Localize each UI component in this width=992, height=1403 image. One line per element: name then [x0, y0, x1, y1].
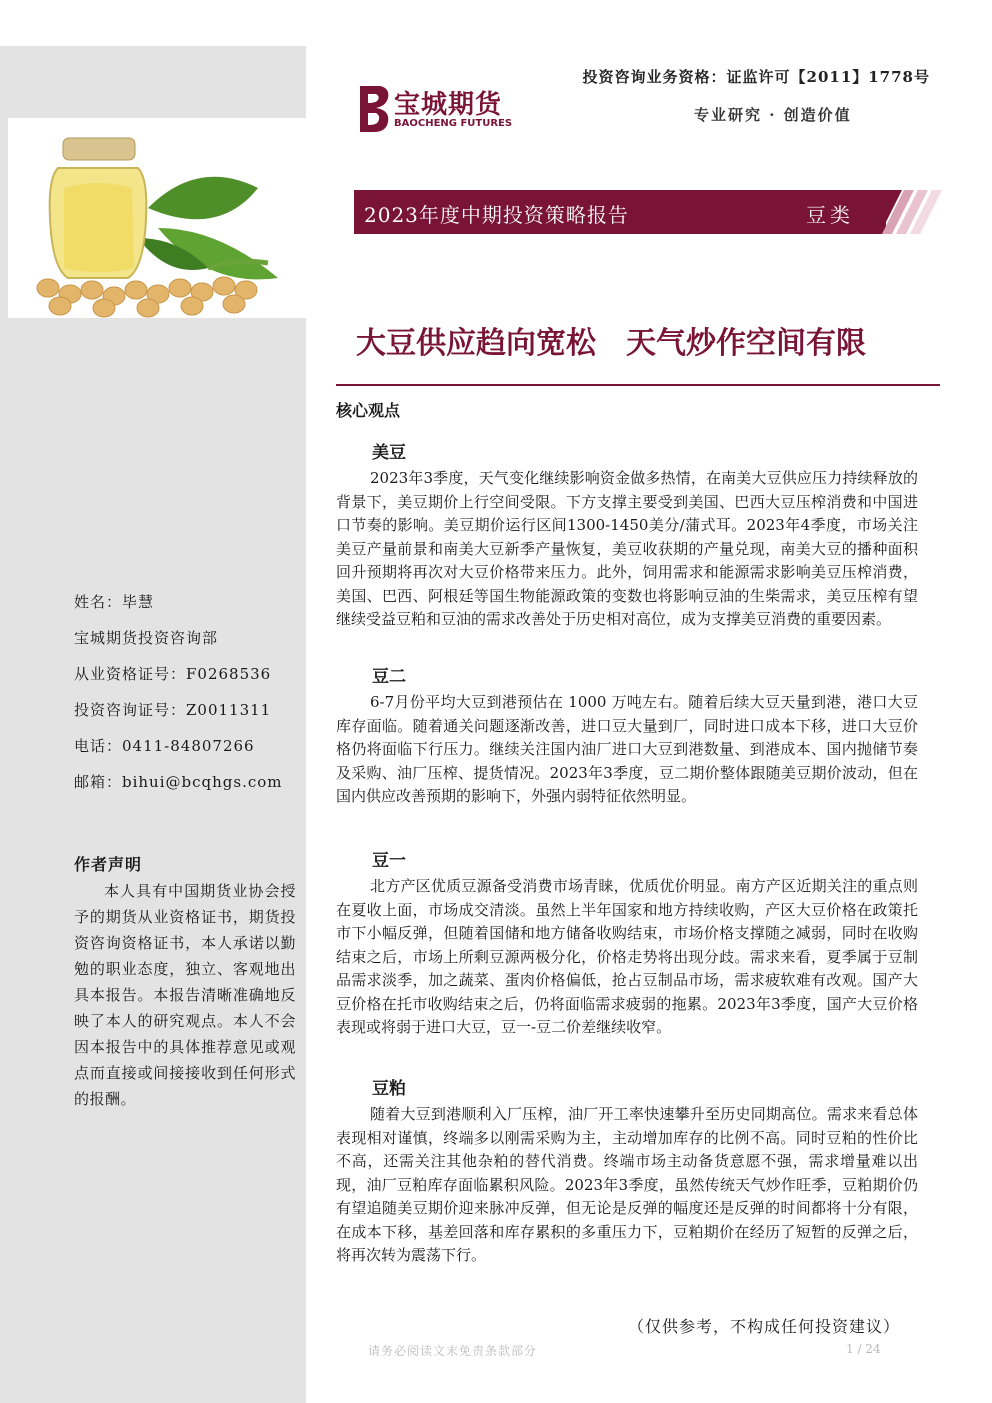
slogan-text: 专业研究 · 创造价值	[694, 106, 852, 124]
section-heading: 豆一	[372, 851, 406, 871]
license-text: 投资咨询业务资格：证监许可【2011】1778号	[582, 68, 930, 86]
section-heading: 美豆	[372, 443, 406, 463]
disclaimer-text: （仅供参考，不构成任何投资建议）	[628, 1317, 901, 1336]
page-headline: 大豆供应趋向宽松 天气炒作空间有限	[356, 326, 866, 361]
section-body: 随着大豆到港顺利入厂压榨，油厂开工率快速攀升至历史同期高位。需求来看总体表现相对谨慎，终端多以刚需采购为主，主动增加库存的比例不高。同时豆粕的性价比不高，还需关注其他杂粕的替代消费。终端市场主动备货意愿不强，需求增量难以出现，油厂豆粕库存面临累积风险。2023年3季度，虽然传统天气炒作旺季，豆粕期价仍有望追随美豆期价迎来脉冲反弹，但无论是反弹的幅度还是反弹的时间都将十分有限，在成本下移，基差回落和库存累积的多重压力下，豆粕期价在经历了短暂的反弹之后，将再次转为震荡下行。	[336, 1105, 918, 1264]
footer-note: 请务必阅读文末免责条款部分	[368, 1344, 538, 1358]
author-department: 宝城期货投资咨询部	[74, 629, 219, 647]
logo-chinese-name: 宝城期货	[394, 90, 503, 120]
section-body: 2023年3季度，天气变化继续影响资金做多热情，在南美大豆供应压力持续释放的背景下，美豆期价上行空间受限。下方支撑主要受到美国、巴西大豆压榨消费和中国进口节奏的影响。美豆期价运行区间1300-1450美分/蒲式耳。2023年4季度，市场关注美豆产量前景和南美大豆新季产量恢复，美豆收获期的产量兑现，南美大豆的播种面积回升预期将再次对大豆价格带来压力。此外，饲用需求和能源需求影响美豆压榨消费，美国、巴西、阿根廷等国生物能源政策的变数也将影响豆油的生柴需求，美豆压榨有望继续受益豆粕和豆油的需求改善处于历史相对高位，成为支撑美豆消费的重要因素。	[336, 469, 918, 628]
author-qualification: 从业资格证号：F0268536	[74, 665, 272, 683]
author-info	[74, 584, 283, 800]
section-heading: 豆粕	[372, 1079, 406, 1099]
section-soybean-no1	[336, 846, 918, 1040]
section-body: 6-7月份平均大豆到港预估在 1000 万吨左右。随着后续大豆天量到港，港口大豆库存面临。随着通关问题逐渐改善，进口豆大量到厂，同时进口成本下移，进口大豆价格仍将面临下行压力。继续关注国内油厂进口大豆到港数量、到港成本、国内抛储节奏及采购、油厂压榨、提货情况。2023年3季度，豆二期价整体跟随美豆期价波动，但在国内供应改善预期的影响下，外强内弱特征依然明显。	[336, 693, 918, 805]
hero-image	[8, 118, 306, 318]
core-view-title: 核心观点	[336, 401, 401, 420]
report-category: 豆类	[806, 203, 854, 227]
author-phone: 电话：0411-84807266	[74, 737, 255, 755]
section-soybean-meal	[336, 1074, 918, 1268]
report-banner	[354, 190, 942, 234]
baocheng-logo-icon	[354, 82, 392, 134]
section-heading: 豆二	[372, 667, 406, 687]
company-logo	[354, 82, 524, 134]
section-soybean-no2	[336, 662, 918, 809]
declaration-body: 本人具有中国期货业协会授予的期货从业资格证书，期货投资咨询资格证书，本人承诺以勤勉的职业态度，独立、客观地出具本报告。本报告清晰准确地反映了本人的研究观点。本人不会因本报告中的具体推荐意见或观点而直接或间接接收到任何形式的报酬。	[74, 882, 296, 1108]
logo-english-name: BAOCHENG FUTURES	[394, 118, 513, 129]
headline-divider	[336, 384, 940, 386]
declaration-title: 作者声明	[74, 855, 143, 874]
oil-jar-soybean-illustration	[8, 118, 306, 318]
page-number: 1 / 24	[846, 1342, 881, 1356]
report-title: 2023年度中期投资策略报告	[364, 203, 629, 227]
author-consulting-id: 投资咨询证号：Z0011311	[74, 701, 272, 719]
section-us-soybean	[336, 438, 918, 632]
author-email[interactable]: 邮箱：bihui@bcqhgs.com	[74, 773, 283, 791]
section-body: 北方产区优质豆源备受消费市场青睐，优质优价明显。南方产区近期关注的重点则在夏收上面，市场成交清淡。虽然上半年国家和地方持续收购，产区大豆价格在政策托市下小幅反弹，但随着国储和地方储备收购结束，市场价格支撑随之减弱，同时在收购结束之后，市场上所剩豆源两极分化，价格走势将出现分歧。需求来看，夏季属于豆制品需求淡季，加之蔬菜、蛋肉价格偏低，抢占豆制品市场，需求疲软难有改观。国产大豆价格在托市收购结束之后，仍将面临需求疲弱的拖累。2023年3季度，国产大豆价格表现或将弱于进口大豆，豆一-豆二价差继续收窄。	[336, 877, 918, 1036]
author-name: 姓名：毕慧	[74, 593, 155, 611]
